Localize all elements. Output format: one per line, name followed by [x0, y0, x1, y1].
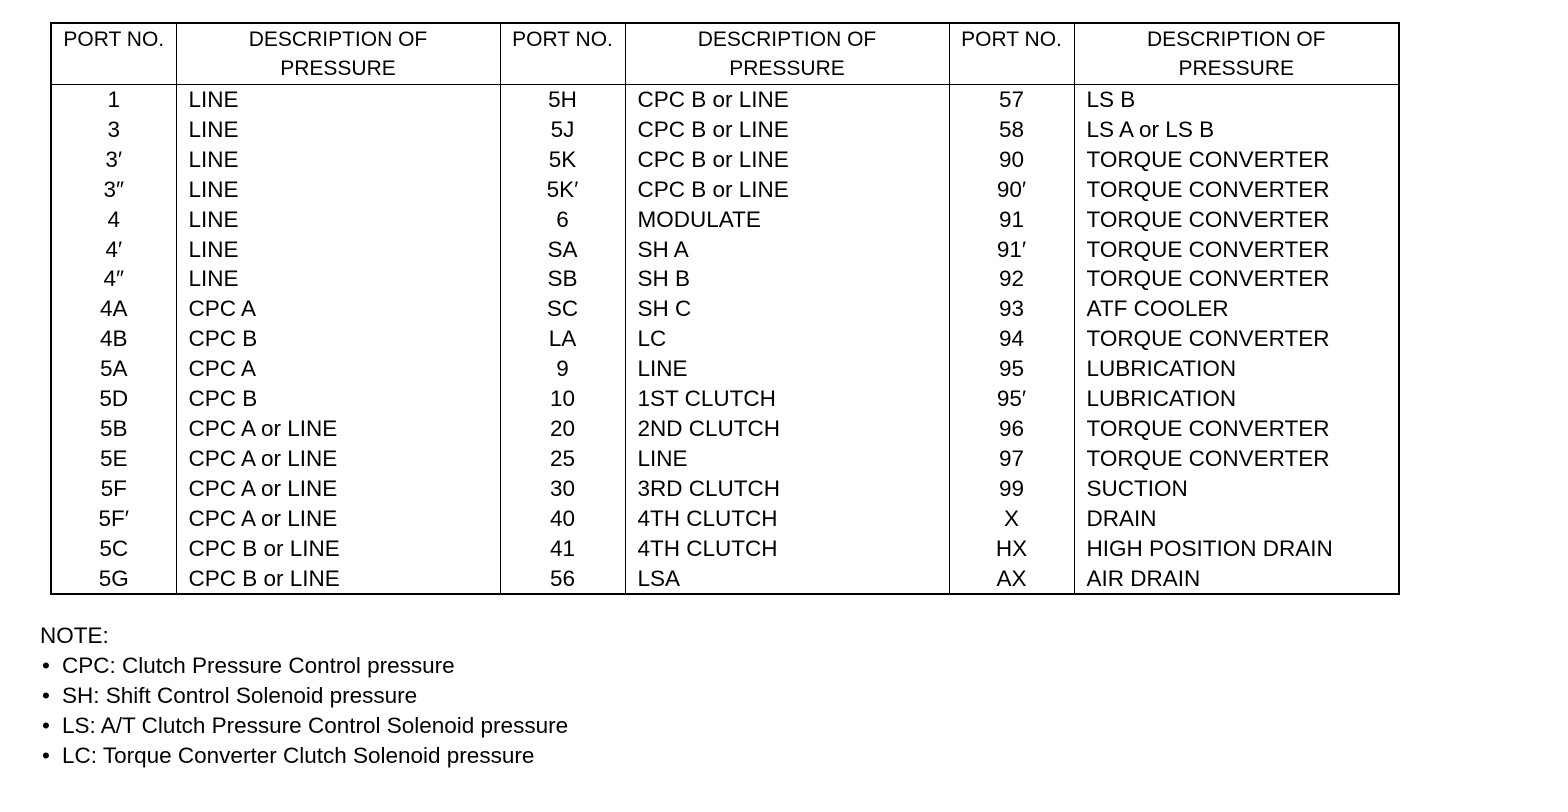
port-number-cell: 4: [51, 205, 176, 235]
port-number-cell: 5F′: [51, 504, 176, 534]
pressure-description-cell: CPC B: [176, 384, 500, 414]
notes-list: [40, 651, 568, 771]
port-number-cell: 95: [949, 354, 1074, 384]
table-row: [51, 534, 1399, 564]
pressure-description-cell: LC: [625, 324, 949, 354]
table-row: [51, 264, 1399, 294]
note-item: [40, 651, 568, 681]
table-row: [51, 145, 1399, 175]
table-row: [51, 205, 1399, 235]
pressure-description-cell: MODULATE: [625, 205, 949, 235]
pressure-description-cell: CPC A: [176, 294, 500, 324]
note-text: LS: A/T Clutch Pressure Control Solenoid pressure: [62, 713, 569, 738]
table-row: [51, 354, 1399, 384]
port-number-cell: 97: [949, 444, 1074, 474]
pressure-description-cell: LINE: [176, 205, 500, 235]
description-header-line2: PRESSURE: [729, 57, 845, 80]
note-item: [40, 681, 568, 711]
pressure-description-cell: CPC B: [176, 324, 500, 354]
note-text: CPC: Clutch Pressure Control pressure: [62, 653, 455, 678]
port-number-cell: SA: [500, 235, 625, 265]
pressure-description-cell: SH B: [625, 264, 949, 294]
port-number-cell: 90′: [949, 175, 1074, 205]
description-header: [176, 23, 500, 85]
table-row: [51, 504, 1399, 534]
port-number-cell: 95′: [949, 384, 1074, 414]
port-number-cell: 92: [949, 264, 1074, 294]
pressure-description-cell: DRAIN: [1074, 504, 1399, 534]
port-number-cell: SB: [500, 264, 625, 294]
pressure-description-cell: CPC A or LINE: [176, 474, 500, 504]
port-number-cell: 25: [500, 444, 625, 474]
port-number-cell: 58: [949, 115, 1074, 145]
port-number-cell: LA: [500, 324, 625, 354]
pressure-description-cell: LS B: [1074, 85, 1399, 115]
pressure-description-cell: 4TH CLUTCH: [625, 504, 949, 534]
pressure-description-cell: HIGH POSITION DRAIN: [1074, 534, 1399, 564]
pressure-description-cell: TORQUE CONVERTER: [1074, 235, 1399, 265]
table-row: [51, 294, 1399, 324]
pressure-description-cell: AIR DRAIN: [1074, 564, 1399, 595]
pressure-description-cell: LINE: [176, 235, 500, 265]
pressure-description-cell: 1ST CLUTCH: [625, 384, 949, 414]
port-number-cell: 3: [51, 115, 176, 145]
port-number-cell: 5K: [500, 145, 625, 175]
port-number-cell: 56: [500, 564, 625, 595]
table-row: [51, 384, 1399, 414]
port-number-cell: SC: [500, 294, 625, 324]
bullet-icon: •: [42, 653, 50, 678]
port-header: [51, 23, 176, 85]
port-pressure-table: [50, 22, 1400, 595]
description-header-line1: DESCRIPTION OF: [1146, 28, 1326, 51]
port-number-cell: 93: [949, 294, 1074, 324]
note-item: [40, 711, 568, 741]
table-body: [51, 85, 1399, 595]
description-header-line1: DESCRIPTION OF: [248, 28, 428, 51]
notes-title: NOTE:: [40, 623, 109, 648]
port-header: [500, 23, 625, 85]
pressure-description-cell: 2ND CLUTCH: [625, 414, 949, 444]
table-row: [51, 444, 1399, 474]
table-row: [51, 85, 1399, 115]
pressure-description-cell: CPC A: [176, 354, 500, 384]
table-row: [51, 235, 1399, 265]
pressure-description-cell: CPC B or LINE: [625, 145, 949, 175]
table-row: [51, 175, 1399, 205]
port-number-cell: AX: [949, 564, 1074, 595]
pressure-description-cell: TORQUE CONVERTER: [1074, 444, 1399, 474]
port-number-cell: 30: [500, 474, 625, 504]
port-number-cell: 4″: [51, 264, 176, 294]
bullet-icon: •: [42, 683, 50, 708]
port-number-cell: 1: [51, 85, 176, 115]
pressure-description-cell: SH C: [625, 294, 949, 324]
port-number-cell: 4A: [51, 294, 176, 324]
table-row: [51, 324, 1399, 354]
table-row: [51, 564, 1399, 595]
description-header: [1074, 23, 1399, 85]
port-number-cell: 4′: [51, 235, 176, 265]
pressure-description-cell: CPC B or LINE: [625, 85, 949, 115]
port-number-cell: 5C: [51, 534, 176, 564]
pressure-description-cell: CPC B or LINE: [625, 175, 949, 205]
port-number-cell: HX: [949, 534, 1074, 564]
port-number-cell: 4B: [51, 324, 176, 354]
port-number-cell: 90: [949, 145, 1074, 175]
port-number-cell: 91′: [949, 235, 1074, 265]
pressure-description-cell: CPC A or LINE: [176, 414, 500, 444]
table-row: [51, 115, 1399, 145]
pressure-description-cell: LINE: [176, 175, 500, 205]
pressure-description-cell: CPC B or LINE: [176, 564, 500, 595]
pressure-description-cell: CPC B or LINE: [625, 115, 949, 145]
port-number-cell: 10: [500, 384, 625, 414]
pressure-description-cell: LINE: [625, 354, 949, 384]
pressure-description-cell: SUCTION: [1074, 474, 1399, 504]
port-number-cell: X: [949, 504, 1074, 534]
port-number-cell: 40: [500, 504, 625, 534]
table-row: [51, 474, 1399, 504]
table-row: [51, 414, 1399, 444]
port-number-cell: 99: [949, 474, 1074, 504]
pressure-description-cell: LINE: [176, 264, 500, 294]
port-number-cell: 5G: [51, 564, 176, 595]
port-header-label: PORT NO.: [63, 28, 165, 51]
pressure-description-cell: 4TH CLUTCH: [625, 534, 949, 564]
pressure-description-cell: LSA: [625, 564, 949, 595]
pressure-description-cell: ATF COOLER: [1074, 294, 1399, 324]
port-number-cell: 6: [500, 205, 625, 235]
pressure-description-cell: CPC A or LINE: [176, 444, 500, 474]
pressure-description-cell: SH A: [625, 235, 949, 265]
port-number-cell: 5F: [51, 474, 176, 504]
port-number-cell: 5H: [500, 85, 625, 115]
pressure-description-cell: LINE: [176, 145, 500, 175]
pressure-description-cell: 3RD CLUTCH: [625, 474, 949, 504]
pressure-description-cell: CPC A or LINE: [176, 504, 500, 534]
pressure-description-cell: TORQUE CONVERTER: [1074, 145, 1399, 175]
note-text: LC: Torque Converter Clutch Solenoid pressure: [62, 743, 535, 768]
port-header-label: PORT NO.: [512, 28, 613, 51]
pressure-description-cell: LUBRICATION: [1074, 354, 1399, 384]
pressure-description-cell: TORQUE CONVERTER: [1074, 264, 1399, 294]
port-number-cell: 5E: [51, 444, 176, 474]
pressure-description-cell: LUBRICATION: [1074, 384, 1399, 414]
pressure-description-cell: TORQUE CONVERTER: [1074, 414, 1399, 444]
port-header: [949, 23, 1074, 85]
port-number-cell: 5B: [51, 414, 176, 444]
pressure-description-cell: TORQUE CONVERTER: [1074, 324, 1399, 354]
port-number-cell: 20: [500, 414, 625, 444]
port-number-cell: 5D: [51, 384, 176, 414]
pressure-description-cell: TORQUE CONVERTER: [1074, 205, 1399, 235]
port-number-cell: 5K′: [500, 175, 625, 205]
port-number-cell: 3′: [51, 145, 176, 175]
description-header: [625, 23, 949, 85]
description-header-line2: PRESSURE: [280, 57, 396, 80]
port-number-cell: 96: [949, 414, 1074, 444]
bullet-icon: •: [42, 743, 50, 768]
port-number-cell: 94: [949, 324, 1074, 354]
notes-section: [40, 621, 568, 771]
port-number-cell: 3″: [51, 175, 176, 205]
port-number-cell: 57: [949, 85, 1074, 115]
port-number-cell: 5J: [500, 115, 625, 145]
description-header-line1: DESCRIPTION OF: [697, 28, 877, 51]
pressure-description-cell: LINE: [625, 444, 949, 474]
pressure-description-cell: TORQUE CONVERTER: [1074, 175, 1399, 205]
port-header-label: PORT NO.: [961, 28, 1062, 51]
note-item: [40, 741, 568, 771]
description-header-line2: PRESSURE: [1178, 57, 1295, 80]
pressure-description-cell: LINE: [176, 85, 500, 115]
port-number-cell: 9: [500, 354, 625, 384]
pressure-description-cell: CPC B or LINE: [176, 534, 500, 564]
pressure-description-cell: LINE: [176, 115, 500, 145]
bullet-icon: •: [42, 713, 50, 738]
pressure-description-cell: LS A or LS B: [1074, 115, 1399, 145]
note-text: SH: Shift Control Solenoid pressure: [62, 683, 418, 708]
port-number-cell: 5A: [51, 354, 176, 384]
port-number-cell: 41: [500, 534, 625, 564]
table-header: [51, 23, 1399, 85]
port-number-cell: 91: [949, 205, 1074, 235]
